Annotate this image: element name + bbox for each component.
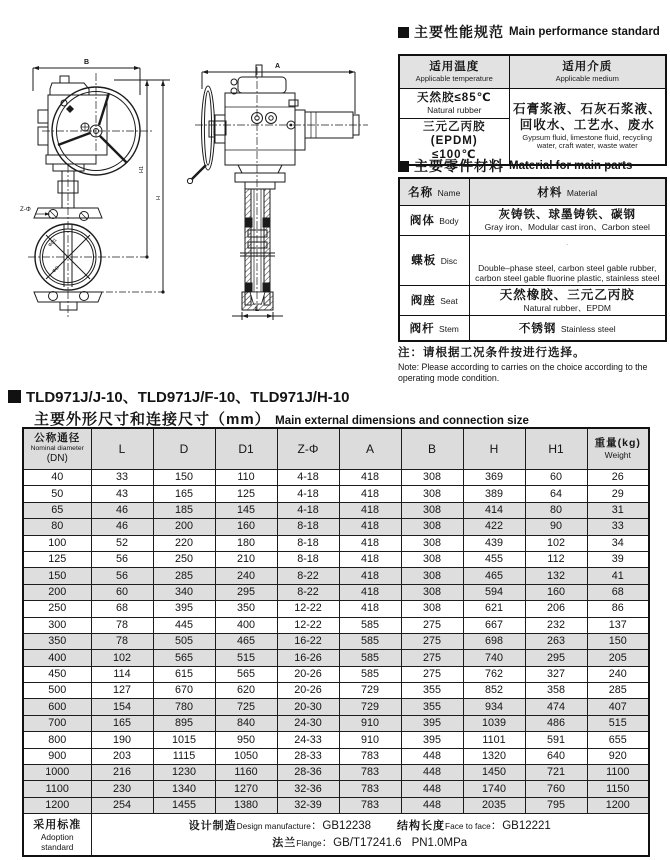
cell-epdm: 三元乙丙胶(EPDM) ≤100℃ bbox=[399, 118, 509, 165]
dim-cell: 160 bbox=[525, 584, 587, 600]
right-valve-drawing bbox=[187, 65, 368, 320]
dim-cell: 1200 bbox=[23, 797, 91, 813]
dim-cell: 400 bbox=[23, 650, 91, 666]
dim-cell: 28-33 bbox=[277, 748, 339, 764]
dim-cell: 760 bbox=[525, 781, 587, 797]
performance-title-en: Main performance standard bbox=[509, 26, 660, 38]
cell-stem-name: 阀杆 Stem bbox=[399, 315, 469, 341]
dim-cell: 12-22 bbox=[277, 617, 339, 633]
dim-cell: 1230 bbox=[153, 765, 215, 781]
dim-cell: 16-26 bbox=[277, 650, 339, 666]
dim-cell: 414 bbox=[463, 502, 525, 518]
dim-cell: 1050 bbox=[215, 748, 277, 764]
table-row bbox=[23, 732, 649, 748]
table-row bbox=[399, 235, 666, 285]
dim-cell: 114 bbox=[91, 666, 153, 682]
table-row bbox=[23, 715, 649, 731]
dim-cell: 422 bbox=[463, 519, 525, 535]
dim-cell: 46 bbox=[91, 519, 153, 535]
dim-cell: 308 bbox=[401, 519, 463, 535]
dim-cell: 56 bbox=[91, 551, 153, 567]
dim-cell: 300 bbox=[23, 617, 91, 633]
material-section-title bbox=[398, 156, 632, 176]
dim-cell: 308 bbox=[401, 568, 463, 584]
dim-cell: 1115 bbox=[153, 748, 215, 764]
dim-cell: 240 bbox=[215, 568, 277, 584]
table-row bbox=[23, 699, 649, 715]
dim-cell: 910 bbox=[339, 732, 401, 748]
table-row bbox=[23, 633, 649, 649]
col-header-medium: 适用介质 Applicable medium bbox=[509, 55, 666, 88]
dim-cell: 350 bbox=[23, 633, 91, 649]
dim-cell: 418 bbox=[339, 486, 401, 502]
dim-cell: 395 bbox=[153, 601, 215, 617]
dim-cell: 8-18 bbox=[277, 519, 339, 535]
dim-cell: 56 bbox=[91, 568, 153, 584]
dim-cell: 1160 bbox=[215, 765, 277, 781]
dim-cell: 254 bbox=[91, 797, 153, 813]
dim-label-l: L bbox=[255, 306, 259, 313]
dim-cell: 26 bbox=[587, 470, 649, 486]
table-row bbox=[23, 551, 649, 567]
col-header-H: H bbox=[463, 428, 525, 470]
cell-disc-material: · Double–phase steel, carbon steel gable rubber, carbon steel gable fluorine plastic, stainless steel bbox=[469, 235, 666, 285]
dim-cell: 165 bbox=[91, 715, 153, 731]
dim-cell: 783 bbox=[339, 748, 401, 764]
dim-cell: 729 bbox=[339, 683, 401, 699]
dim-label-z: Z-Φ bbox=[20, 206, 31, 213]
dim-cell: 180 bbox=[215, 535, 277, 551]
dim-cell: 308 bbox=[401, 551, 463, 567]
dim-cell: 125 bbox=[23, 551, 91, 567]
table-row bbox=[23, 470, 649, 486]
material-title-en: Material for main parts bbox=[509, 160, 633, 172]
dim-cell: 210 bbox=[215, 551, 277, 567]
header-row bbox=[23, 428, 649, 470]
dim-cell: 670 bbox=[153, 683, 215, 699]
dim-cell: 216 bbox=[91, 765, 153, 781]
dim-cell: 285 bbox=[587, 683, 649, 699]
dim-label-b: B bbox=[84, 59, 90, 66]
dim-cell: 358 bbox=[525, 683, 587, 699]
table-row bbox=[23, 797, 649, 813]
dimensions-section-title bbox=[8, 386, 529, 429]
dim-cell: 46 bbox=[91, 502, 153, 518]
material-table bbox=[398, 177, 667, 342]
standards-cell: 设计制造Design manufacture：GB12238 结构长度Face to face：GB12221 法兰Flange：GB/T17241.6 PN1.0MPa bbox=[91, 814, 649, 856]
col-header-material: 材料 Material bbox=[469, 178, 666, 205]
dim-cell: 585 bbox=[339, 650, 401, 666]
dim-cell: 250 bbox=[23, 601, 91, 617]
dim-cell: 230 bbox=[91, 781, 153, 797]
dim-cell: 783 bbox=[339, 781, 401, 797]
table-row bbox=[399, 205, 666, 235]
performance-table bbox=[398, 54, 667, 166]
dim-cell: 500 bbox=[23, 683, 91, 699]
dim-cell: 594 bbox=[463, 584, 525, 600]
cell-stem-material: 不锈钢 Stainless steel bbox=[469, 315, 666, 341]
dim-cell: 620 bbox=[215, 683, 277, 699]
dim-cell: 418 bbox=[339, 584, 401, 600]
dim-cell: 8-18 bbox=[277, 551, 339, 567]
dim-cell: 33 bbox=[91, 470, 153, 486]
dim-cell: 418 bbox=[339, 519, 401, 535]
dim-cell: 190 bbox=[91, 732, 153, 748]
dim-cell: 395 bbox=[401, 732, 463, 748]
dim-cell: 585 bbox=[339, 633, 401, 649]
dim-cell: 621 bbox=[463, 601, 525, 617]
dim-cell: 1270 bbox=[215, 781, 277, 797]
dim-cell: 31 bbox=[587, 502, 649, 518]
table-row bbox=[23, 519, 649, 535]
table-row bbox=[23, 535, 649, 551]
dim-cell: 8-22 bbox=[277, 568, 339, 584]
dim-cell: 450 bbox=[23, 666, 91, 682]
dim-cell: 350 bbox=[215, 601, 277, 617]
cell-natural-rubber: 天然胶≤85℃ Natural rubber bbox=[399, 88, 509, 118]
dim-cell: 418 bbox=[339, 535, 401, 551]
dim-cell: 20-30 bbox=[277, 699, 339, 715]
dim-cell: 206 bbox=[525, 601, 587, 617]
col-header-L: L bbox=[91, 428, 153, 470]
dim-cell: 86 bbox=[587, 601, 649, 617]
dim-cell: 615 bbox=[153, 666, 215, 682]
dim-cell: 448 bbox=[401, 765, 463, 781]
dim-cell: 439 bbox=[463, 535, 525, 551]
dim-cell: 52 bbox=[91, 535, 153, 551]
table-row bbox=[23, 683, 649, 699]
dim-cell: 505 bbox=[153, 633, 215, 649]
col-header-name: 名称 Name bbox=[399, 178, 469, 205]
dim-cell: 275 bbox=[401, 633, 463, 649]
dim-cell: 655 bbox=[587, 732, 649, 748]
table-row bbox=[23, 601, 649, 617]
dim-cell: 12-22 bbox=[277, 601, 339, 617]
dim-cell: 740 bbox=[463, 650, 525, 666]
dim-cell: 185 bbox=[153, 502, 215, 518]
dim-cell: 591 bbox=[525, 732, 587, 748]
table-row bbox=[23, 650, 649, 666]
dim-cell: 934 bbox=[463, 699, 525, 715]
dim-cell: 445 bbox=[153, 617, 215, 633]
dim-cell: 137 bbox=[587, 617, 649, 633]
dim-cell: 80 bbox=[23, 519, 91, 535]
section-bullet-icon bbox=[398, 27, 409, 38]
col-header-D1: D1 bbox=[215, 428, 277, 470]
technical-drawings bbox=[10, 15, 395, 385]
dim-cell: 900 bbox=[23, 748, 91, 764]
dim-cell: 418 bbox=[339, 502, 401, 518]
table-row bbox=[399, 315, 666, 341]
dim-cell: 308 bbox=[401, 584, 463, 600]
dim-cell: 565 bbox=[153, 650, 215, 666]
dim-cell: 515 bbox=[215, 650, 277, 666]
dim-cell: 1740 bbox=[463, 781, 525, 797]
dim-cell: 950 bbox=[215, 732, 277, 748]
dim-cell: 308 bbox=[401, 486, 463, 502]
dim-cell: 667 bbox=[463, 617, 525, 633]
dim-cell: 80 bbox=[525, 502, 587, 518]
cell-seat-material: 天然橡胶、三元乙丙胶 Natural rubber、EPDM bbox=[469, 285, 666, 315]
dim-cell: 455 bbox=[463, 551, 525, 567]
dim-cell: 240 bbox=[587, 666, 649, 682]
dim-cell: 4-18 bbox=[277, 502, 339, 518]
dim-cell: 1000 bbox=[23, 765, 91, 781]
col-header-A: A bbox=[339, 428, 401, 470]
left-valve-drawing bbox=[28, 66, 170, 317]
dim-cell: 263 bbox=[525, 633, 587, 649]
dim-cell: 205 bbox=[587, 650, 649, 666]
dim-cell: 698 bbox=[463, 633, 525, 649]
dim-cell: 200 bbox=[23, 584, 91, 600]
dim-cell: 600 bbox=[23, 699, 91, 715]
dim-cell: 400 bbox=[215, 617, 277, 633]
dim-cell: 327 bbox=[525, 666, 587, 682]
dim-cell: 700 bbox=[23, 715, 91, 731]
dim-cell: 64 bbox=[525, 486, 587, 502]
dim-label-d: ΦD bbox=[51, 265, 61, 275]
dim-cell: 78 bbox=[91, 617, 153, 633]
dim-cell: 132 bbox=[525, 568, 587, 584]
dim-cell: 418 bbox=[339, 470, 401, 486]
table-row bbox=[23, 748, 649, 764]
dim-label-h: H bbox=[156, 196, 162, 200]
dim-cell: 486 bbox=[525, 715, 587, 731]
cell-disc-name: 蝶板 Disc bbox=[399, 235, 469, 285]
dim-cell: 33 bbox=[587, 519, 649, 535]
dim-cell: 203 bbox=[91, 748, 153, 764]
table-row bbox=[23, 617, 649, 633]
dim-cell: 112 bbox=[525, 551, 587, 567]
dim-cell: 1320 bbox=[463, 748, 525, 764]
performance-title-cn: 主要性能规范 bbox=[414, 24, 504, 40]
dim-cell: 389 bbox=[463, 486, 525, 502]
dimensions-subtitle-en: Main external dimensions and connection size bbox=[275, 415, 529, 427]
dim-cell: 1380 bbox=[215, 797, 277, 813]
dim-cell: 29 bbox=[587, 486, 649, 502]
adoption-standard-cell: 采用标准 Adoption standard bbox=[23, 814, 91, 856]
dim-cell: 308 bbox=[401, 502, 463, 518]
dim-cell: 418 bbox=[339, 601, 401, 617]
dim-cell: 60 bbox=[91, 584, 153, 600]
dim-cell: 154 bbox=[91, 699, 153, 715]
dim-cell: 308 bbox=[401, 470, 463, 486]
dim-cell: 585 bbox=[339, 666, 401, 682]
dim-cell: 515 bbox=[587, 715, 649, 731]
dim-cell: 474 bbox=[525, 699, 587, 715]
dimensions-subtitle-cn: 主要外形尺寸和连接尺寸（mm） bbox=[34, 411, 271, 428]
dim-cell: 50 bbox=[23, 486, 91, 502]
footer-row bbox=[23, 814, 649, 856]
dim-cell: 65 bbox=[23, 502, 91, 518]
selection-note: 注：请根据工况条件按进行选择。 Note: Please according to carries on the choice according to the operating mode condition. bbox=[398, 347, 648, 383]
dim-cell: 920 bbox=[587, 748, 649, 764]
dim-cell: 465 bbox=[215, 633, 277, 649]
dim-cell: 1039 bbox=[463, 715, 525, 731]
dim-cell: 220 bbox=[153, 535, 215, 551]
dim-cell: 1101 bbox=[463, 732, 525, 748]
dim-cell: 783 bbox=[339, 765, 401, 781]
dim-cell: 68 bbox=[587, 584, 649, 600]
dim-cell: 565 bbox=[215, 666, 277, 682]
dim-cell: 729 bbox=[339, 699, 401, 715]
table-row bbox=[399, 285, 666, 315]
dim-cell: 32-39 bbox=[277, 797, 339, 813]
model-list: TLD971J/J-10、TLD971J/F-10、TLD971J/H-10 bbox=[26, 389, 350, 406]
dim-cell: 275 bbox=[401, 650, 463, 666]
dim-cell: 340 bbox=[153, 584, 215, 600]
dim-cell: 41 bbox=[587, 568, 649, 584]
dim-cell: 1450 bbox=[463, 765, 525, 781]
table-row bbox=[23, 502, 649, 518]
dim-cell: 395 bbox=[401, 715, 463, 731]
dim-cell: 150 bbox=[587, 633, 649, 649]
cell-body-name: 阀体 Body bbox=[399, 205, 469, 235]
dim-cell: 762 bbox=[463, 666, 525, 682]
dim-cell: 308 bbox=[401, 601, 463, 617]
dim-cell: 165 bbox=[153, 486, 215, 502]
col-header-weight: 重量(kg) Weight bbox=[587, 428, 649, 470]
dim-cell: 110 bbox=[215, 470, 277, 486]
cell-body-material: 灰铸铁、球墨铸铁、碳钢 Gray iron、Modular cast iron、Carbon steel bbox=[469, 205, 666, 235]
dim-cell: 1340 bbox=[153, 781, 215, 797]
dim-cell: 28-36 bbox=[277, 765, 339, 781]
dim-cell: 275 bbox=[401, 617, 463, 633]
dim-cell: 2035 bbox=[463, 797, 525, 813]
dim-cell: 24-33 bbox=[277, 732, 339, 748]
dim-cell: 150 bbox=[23, 568, 91, 584]
dim-cell: 1100 bbox=[587, 765, 649, 781]
performance-section-title bbox=[398, 22, 660, 42]
dim-cell: 295 bbox=[215, 584, 277, 600]
dim-label-a: A bbox=[275, 63, 281, 70]
dim-cell: 43 bbox=[91, 486, 153, 502]
dim-label-d1: ΦD1 bbox=[47, 237, 59, 249]
dim-cell: 295 bbox=[525, 650, 587, 666]
dim-cell: 125 bbox=[215, 486, 277, 502]
dim-cell: 150 bbox=[153, 470, 215, 486]
dim-cell: 275 bbox=[401, 666, 463, 682]
table-row bbox=[23, 781, 649, 797]
dim-cell: 145 bbox=[215, 502, 277, 518]
dim-cell: 355 bbox=[401, 699, 463, 715]
col-header-B: B bbox=[401, 428, 463, 470]
dim-cell: 160 bbox=[215, 519, 277, 535]
dim-cell: 200 bbox=[153, 519, 215, 535]
dim-cell: 1100 bbox=[23, 781, 91, 797]
dim-cell: 68 bbox=[91, 601, 153, 617]
dim-cell: 20-26 bbox=[277, 666, 339, 682]
dim-cell: 39 bbox=[587, 551, 649, 567]
dim-cell: 448 bbox=[401, 748, 463, 764]
col-header-temperature: 适用温度 Applicable temperature bbox=[399, 55, 509, 88]
dim-cell: 232 bbox=[525, 617, 587, 633]
dim-cell: 4-18 bbox=[277, 470, 339, 486]
dim-cell: 16-22 bbox=[277, 633, 339, 649]
dim-cell: 1015 bbox=[153, 732, 215, 748]
dim-cell: 448 bbox=[401, 797, 463, 813]
dim-cell: 407 bbox=[587, 699, 649, 715]
col-header-D: D bbox=[153, 428, 215, 470]
dim-cell: 1200 bbox=[587, 797, 649, 813]
dim-cell: 102 bbox=[91, 650, 153, 666]
dim-cell: 127 bbox=[91, 683, 153, 699]
dim-cell: 418 bbox=[339, 568, 401, 584]
col-header-Z: Z-Φ bbox=[277, 428, 339, 470]
dim-cell: 895 bbox=[153, 715, 215, 731]
material-title-cn: 主要零件材料 bbox=[414, 158, 504, 174]
dim-cell: 448 bbox=[401, 781, 463, 797]
dim-table-body bbox=[23, 470, 649, 814]
section-bullet-icon bbox=[398, 161, 409, 172]
dim-cell: 40 bbox=[23, 470, 91, 486]
dimensions-table bbox=[22, 427, 650, 857]
cell-seat-name: 阀座 Seat bbox=[399, 285, 469, 315]
dim-cell: 1455 bbox=[153, 797, 215, 813]
col-header-dn: 公称通径 Nominal diameter (DN) bbox=[23, 428, 91, 470]
dim-cell: 20-26 bbox=[277, 683, 339, 699]
dim-cell: 465 bbox=[463, 568, 525, 584]
dim-cell: 34 bbox=[587, 535, 649, 551]
table-row bbox=[23, 765, 649, 781]
table-row bbox=[23, 584, 649, 600]
dim-cell: 24-30 bbox=[277, 715, 339, 731]
dim-cell: 100 bbox=[23, 535, 91, 551]
dim-cell: 102 bbox=[525, 535, 587, 551]
dim-label-h1: H1 bbox=[139, 165, 145, 173]
dim-cell: 783 bbox=[339, 797, 401, 813]
dim-cell: 725 bbox=[215, 699, 277, 715]
dim-cell: 795 bbox=[525, 797, 587, 813]
dim-cell: 308 bbox=[401, 535, 463, 551]
dim-cell: 32-36 bbox=[277, 781, 339, 797]
section-bullet-icon bbox=[8, 390, 21, 403]
dim-cell: 90 bbox=[525, 519, 587, 535]
dim-cell: 4-18 bbox=[277, 486, 339, 502]
dim-cell: 1150 bbox=[587, 781, 649, 797]
table-row bbox=[23, 666, 649, 682]
dim-cell: 585 bbox=[339, 617, 401, 633]
dim-cell: 285 bbox=[153, 568, 215, 584]
cell-applicable-medium: 石膏浆液、石灰石浆液、 回收水、工艺水、废水 Gypsum fluid, limestone fluid, recycling water, craft water, waste water bbox=[509, 88, 666, 165]
table-row bbox=[23, 568, 649, 584]
dim-cell: 355 bbox=[401, 683, 463, 699]
col-header-H1: H1 bbox=[525, 428, 587, 470]
dim-cell: 8-22 bbox=[277, 584, 339, 600]
dim-cell: 60 bbox=[525, 470, 587, 486]
dim-cell: 800 bbox=[23, 732, 91, 748]
dim-cell: 852 bbox=[463, 683, 525, 699]
dim-cell: 78 bbox=[91, 633, 153, 649]
dim-cell: 250 bbox=[153, 551, 215, 567]
dim-cell: 8-18 bbox=[277, 535, 339, 551]
dim-cell: 640 bbox=[525, 748, 587, 764]
dim-cell: 369 bbox=[463, 470, 525, 486]
dim-cell: 721 bbox=[525, 765, 587, 781]
dim-cell: 780 bbox=[153, 699, 215, 715]
dim-cell: 840 bbox=[215, 715, 277, 731]
table-row bbox=[23, 486, 649, 502]
dim-cell: 418 bbox=[339, 551, 401, 567]
dim-cell: 910 bbox=[339, 715, 401, 731]
